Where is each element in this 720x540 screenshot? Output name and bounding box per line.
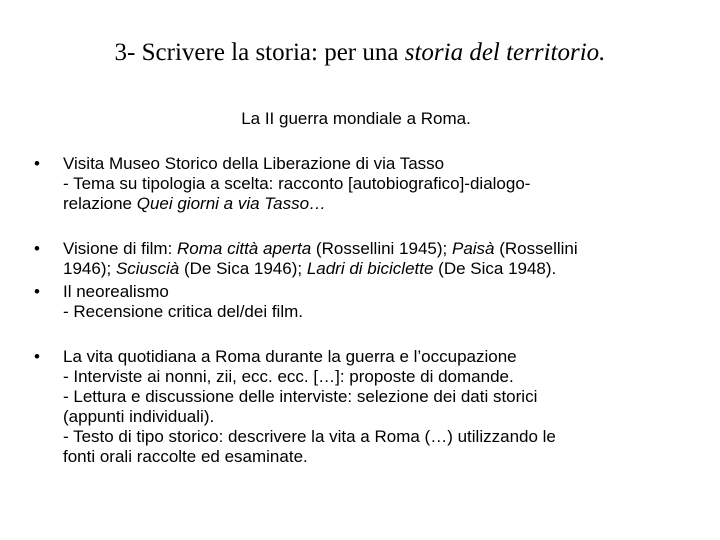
film-title-ladri: Ladri di biciclette [306,259,434,278]
page-title [0,38,720,68]
film-text-8: (De Sica 1946); [179,259,307,278]
bullet-icon: • [34,347,40,366]
list-item-vita [30,347,710,467]
vita-line-2: - Interviste ai nonni, zii, ecc. ecc. […]: proposte di domande. [63,367,514,386]
museo-line-1: Visita Museo Storico della Liberazione di via Tasso [63,154,445,173]
bullet-icon: • [34,282,40,301]
vita-line-3: - Lettura e discussione delle interviste: selezione dei dati storici [63,387,538,406]
neorealismo-line-2: - Recensione critica del/dei film. [63,302,303,321]
vita-line-4: (appunti individuali). [63,407,215,426]
bullet-icon: • [34,154,40,173]
museo-line-3 [63,194,710,214]
list-item-neorealismo [30,282,710,322]
film-line-2 [63,259,710,279]
vita-line-5: - Testo di tipo storico: descrivere la vita a Roma (…) utilizzando le [63,427,556,446]
film-title-roma: Roma città aperta [177,239,312,258]
film-text-1: Visione di film: [63,239,178,258]
film-text-10: (De Sica 1948). [433,259,557,278]
museo-line-3-text: relazione [63,194,137,213]
neorealismo-line-1: Il neorealismo [63,282,169,301]
list-item-museo [30,154,710,214]
film-text-5: (Rossellini [494,239,578,258]
page-title-italic: storia del territorio. [404,39,606,66]
film-title-sciuscia: Sciuscià [115,259,180,278]
list-item-film [30,239,710,279]
museo-line-3-italic: Quei giorni a via Tasso… [136,194,327,213]
bullet-icon: • [34,239,40,258]
vita-line-6: fonti orali raccolte ed esaminate. [63,447,308,466]
film-text-3: (Rossellini 1945); [311,239,452,258]
page-title-prefix: 3- Scrivere la storia: per una [114,39,405,66]
page-subtitle: La II guerra mondiale a Roma. [241,109,471,128]
museo-line-2: - Tema su tipologia a scelta: racconto [autobiografico]-dialogo- [63,174,531,193]
film-text-6: 1946); [63,259,116,278]
film-line-1 [63,239,710,259]
film-title-paisa: Paisà [451,239,495,258]
vita-line-1: La vita quotidiana a Roma durante la guerra e l’occupazione [63,347,517,366]
bullet-list [30,154,710,467]
